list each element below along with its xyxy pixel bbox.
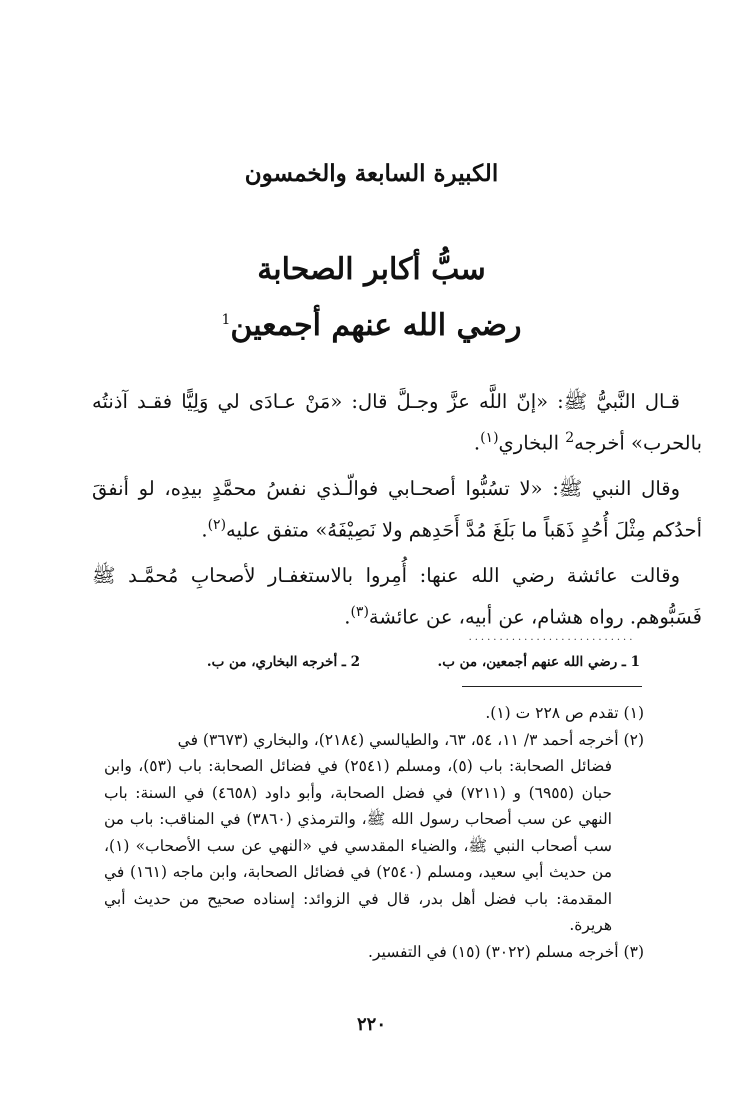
footnote-text: أخرجه أحمد ٣/ ١١، ٥٤، ٦٣، والطيالسي (٢١٨٤)، والبخاري (٣٦٧٣) في [177,730,619,749]
paragraph-hadith-2 [92,470,702,549]
paragraph-hadith-1 [92,383,702,462]
editor-note-2: 2 ـ أخرجه البخاري، من ب. [206,654,360,670]
paragraph-text: البخاري [498,431,566,455]
footnote-ref: (٢) [207,517,227,533]
page-number: ٢٢٠ [356,1014,386,1035]
main-title-line-2 [0,308,743,343]
footnote-ref: (٣) [350,604,369,620]
footnote-marker: (٣) [623,942,644,961]
editor-note-1: 1 ـ رضي الله عنهم أجمعين، من ب. [437,654,640,670]
main-title-text-1: سبُّ أكابر الصحابة [257,252,486,287]
footnote-2 [104,727,644,939]
main-title-text-2: رضي الله عنهم أجمعين [230,308,522,343]
editor-note-marker-1: 1 [221,312,231,328]
paragraph-end: . [201,518,208,542]
chapter-title: الكبيرة السابعة والخمسون [244,160,499,187]
footnote-continuation: فضائل الصحابة: باب (٥)، ومسلم (٢٥٤١) في فضائل الصحابة: باب (٥٣)، وابن حبان (٦٩٥٥) و (٧٢١١) في فضل الصحابة، وأبو داود (٤٦٥٨) في السنة: باب النهي عن سب أصحاب رسول الله ﷺ، والترمذي (٣٨٦٠) في المناقب: باب من سب أصحاب النبي ﷺ، والضياء المقدسي في «النهي عن سب الأصحاب» (١)، من حديث أبي سعيد، ومسلم (٢٥٤٠) في فضائل الصحابة، وابن ماجه (١٦١) في المقدمة: باب فضل أهل بدر، قال في الزوائد: إسناده صحيح من حديث أبي هريرة. [104,757,612,934]
footnote-divider [462,686,642,687]
paragraph-end: . [344,605,351,629]
footnotes [104,700,644,965]
footnote-marker: (٢) [623,730,644,749]
footnote-text: أخرجه مسلم (٣٠٢٢) (١٥) في التفسير. [368,942,619,961]
paragraph-end: . [473,431,481,455]
footnote-text: تقدم ص ٢٢٨ ت (١). [485,704,619,722]
separator-dots: ........................... [468,632,636,643]
main-title-line-1 [0,252,743,287]
footnote-marker: (١) [623,704,644,722]
editor-note-marker-2: 2 [565,430,575,446]
footnote-ref: (١) [480,430,499,446]
paragraph-aisha [92,557,702,636]
footnote-1 [104,700,644,727]
paragraph-text: وقال النبي ﷺ: «لا تسُبُّوا أصحـابي فوالّـذي نفسُ محمَّدٍ بيدِه، لو أنفقَ أحدُكم مِثْلَ أُحُدٍ ذَهَباً ما بَلَغَ مُدَّ أَحَدِهم ولا نَصِيْفَهُ» متفق عليه [92,477,702,542]
paragraph-text: وقالت عائشة رضي الله عنها: أُمِروا بالاستغفـار لأصحابِ مُحمَّـد ﷺ فَسَبُّوهم. رواه هشام، عن أبيه، عن عائشة [92,564,702,629]
paragraph-text: قـال النَّبيُّ ﷺ: «إنّ اللَّه عزَّ وجـلَّ قال: «مَنْ عـادَى لي وَلِيًّا فقـد آذنتُه بالحرب» أخرجه [92,390,702,455]
footnote-3 [104,939,644,966]
